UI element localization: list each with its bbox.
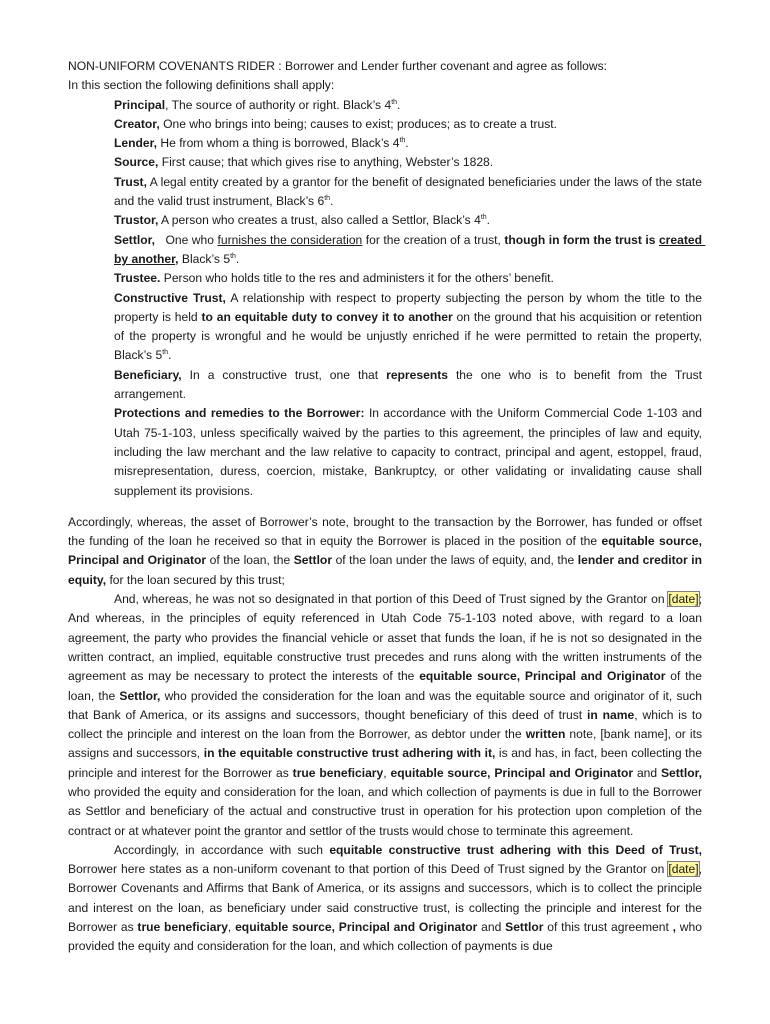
definition-text: He from whom a thing is borrowed, Black’s 4 [157,136,400,151]
definition-term: Creator, [114,116,160,131]
definition-text: One who [155,232,218,247]
paragraph-text: and [633,765,661,780]
definition-beneficiary [114,366,702,405]
bold-phrase: , [672,920,677,935]
definition-lender [114,134,702,153]
bold-phrase: written [525,727,566,742]
underlined-phrase: furnishes the consideration [217,232,363,247]
paragraph-text: and [477,920,506,935]
bold-phrase: true beneficiary [292,765,384,780]
bold-phrase: equitable source, Principal and Originator [419,669,666,684]
definition-text: First cause; that which gives rise to anything, Webster’s 1828. [158,155,494,170]
definition-end: . [405,136,409,151]
definition-end: . [235,251,240,266]
paragraph-text: for the loan secured by this trust; [106,572,285,587]
paragraph-text: Accordingly, in accordance with such [114,842,330,857]
bold-phrase: though in form the trust is [504,232,659,247]
paragraph-text: ; And whereas, in the principles of equity referenced in Utah Code 75-1-103 noted above, with regard to a loan agreement, the party who provides the financial vehicle or asset that funds the loan, if he is not so designated in the written contract, an implied, equitable constructive trust precedes and runs along with the written instruments of the agreement as may be necessary to protect the interests of the [68,592,702,684]
paragraph-text: who provided the equity and consideration for the loan, and which collection of payments is due [68,920,702,954]
bold-phrase: equitable constructive trust adhering with this Deed of Trust, [329,842,703,857]
paragraph-text: Borrower here states as a non-uniform covenant to that portion of this Deed of Trust signed by the Grantor on [68,862,669,877]
definition-text: In a constructive trust, one that [181,367,387,382]
definition-text: Person who holds title to the res and administers it for the others’ benefit. [160,271,554,286]
definition-term: Settlor, [114,232,155,247]
definition-end: . [330,194,334,209]
bold-phrase: equitable source, Principal and Originator [235,920,478,935]
definition-term: Source, [114,155,159,170]
paragraph-text: , [383,765,391,780]
definition-term: Principal [114,97,166,112]
bold-phrase: true beneficiary [137,920,228,935]
rider-heading: NON-UNIFORM COVENANTS RIDER : Borrower and Lender further covenant and agree as follows: [68,59,608,73]
definition-principal [114,96,702,115]
definition-term: Trustor, [114,213,159,228]
superscript: th [399,137,406,145]
definition-trustor [114,211,702,230]
paragraph-accordingly-covenant [68,841,702,957]
definitions-intro: In this section the following definitions shall apply: [68,78,335,93]
date-field[interactable]: [date] [668,862,699,877]
superscript: th [162,349,169,357]
definition-term: Protections and remedies to the Borrower: [114,406,365,421]
bold-phrase: lender and creditor in equity, [68,553,702,587]
definition-term: Trust, [114,174,147,189]
definition-text: A legal entity created by a grantor for the benefit of designated beneficiaries under the laws of the state and the valid trust instrument, Black’s 6 [114,174,702,209]
paragraph-text: of this trust agreement [543,920,673,935]
definition-creator [114,115,702,134]
definition-end: . [168,348,172,363]
definition-text: the one who is to benefit from the Trust arrangement. [114,367,702,402]
paragraph-text: of the loan, the [68,669,702,703]
paragraph-text: who provided the consideration for the loan and was the equitable source and originator of it, such that Bank of America, or its assigns and successors, thought beneficiary of this deed of trust [68,688,702,722]
definition-protections [114,404,702,500]
definition-trust [114,173,702,212]
bold-phrase: Settlor, [119,688,161,703]
paragraph-text: of the loan under the laws of equity, and, the [332,553,578,568]
paragraph-text: , Borrower Covenants and Affirms that Bank of America, or its assigns and successors, which is to collect the principle and interest on the loan, as beneficiary under said constructive trust, is collecting the principle and interest for the Borrower as [68,862,702,935]
superscript: th [480,214,487,222]
definition-term: Beneficiary, [114,367,182,382]
definition-text: on the ground that his acquisition or retention of the property is wrongful and he would be unjustly enriched if he were permitted to retain the property, Black’s 5 [114,309,702,363]
definition-term: Lender, [114,136,158,151]
definition-text: , The source of authority or right. Black’s 4 [165,97,392,112]
definition-end: . [397,97,401,112]
document-body [68,57,706,957]
bold-phrase: equitable source, Principal and Originator [68,534,703,568]
bold-phrase: in the equitable constructive trust adhering with it, [203,746,496,761]
definition-text: for the creation of a trust, [362,232,505,247]
paragraph-text: , which is to collect the principle and interest on the loan from the Borrower, as debtor under the [68,707,702,742]
definition-constructive-trust [114,289,702,366]
paragraph-text: who provided the equity and consideration for the loan, and which collection of payments is due in full to the Borrower as Settlor and beneficiary of the actual and constructive trust in operation for his protection upon completion of the contract or at whatever point the grantor and settlor of the trusts would chose to terminate this agreement. [68,784,702,838]
bold-phrase: Settlor [505,920,544,935]
definition-source [114,153,702,172]
paragraph-and-whereas [68,590,702,841]
paragraph-text: Accordingly, whereas, the asset of Borrower’s note, brought to the transaction by the Borrower, has funded or offset the funding of the loan he received so that in equity the Borrower is placed in the position of the [68,514,702,549]
paragraph-spacer [68,501,702,513]
superscript: th [324,195,331,203]
definition-end: . [486,213,491,228]
paragraph-text: And, whereas, he was not so designated in that portion of this Deed of Trust signed by the Grantor on [114,592,669,607]
bold-phrase: in name [587,707,635,722]
definition-text: A relationship with respect to property subjecting the person by whom the title to the property is held [114,290,702,324]
bold-phrase: Settlor [293,553,333,568]
superscript: th [391,98,398,106]
definition-term: Trustee. [114,271,161,286]
paragraph-text: note, [bank name], or its assigns and successors, [68,727,702,761]
paragraph-accordingly-whereas [68,513,702,590]
date-field[interactable]: [date] [668,592,699,607]
definition-text: Black’s 5 [178,251,231,266]
definition-term: Constructive Trust, [114,290,226,305]
bold-phrase: represents [386,367,448,382]
superscript: th [230,252,236,260]
bold-phrase: Settlor, [660,765,702,780]
underlined-bold-phrase: created by another [114,232,706,266]
bold-phrase: equitable source, Principal and Originator [390,765,634,780]
paragraph-text: , [227,920,236,935]
bold-phrase: to an equitable duty to convey it to another [201,309,453,324]
definition-trustee [114,269,702,288]
definition-text: One who brings into being; causes to exist; produces; as to create a trust. [159,116,558,131]
definition-settlor [114,231,706,270]
paragraph-text: of the loan, the [206,553,294,568]
paragraph-text: is and has, in fact, been collecting the principle and interest for the Borrower as [68,746,702,780]
bold-phrase: , [175,251,179,266]
definition-text: A person who creates a trust, also called a Settlor, Black’s 4 [158,213,481,228]
definition-text: In accordance with the Uniform Commercial Code 1-103 and Utah 75-1-103, unless specifically waived by the parties to this agreement, the principles of law and equity, including the law merchant and the law relative to capacity to contract, principal and agent, estoppel, fraud, misrepresentation, duress, coercion, mistake, Bankruptcy, or other validating or invalidating cause shall supplement its provisions. [114,406,702,498]
